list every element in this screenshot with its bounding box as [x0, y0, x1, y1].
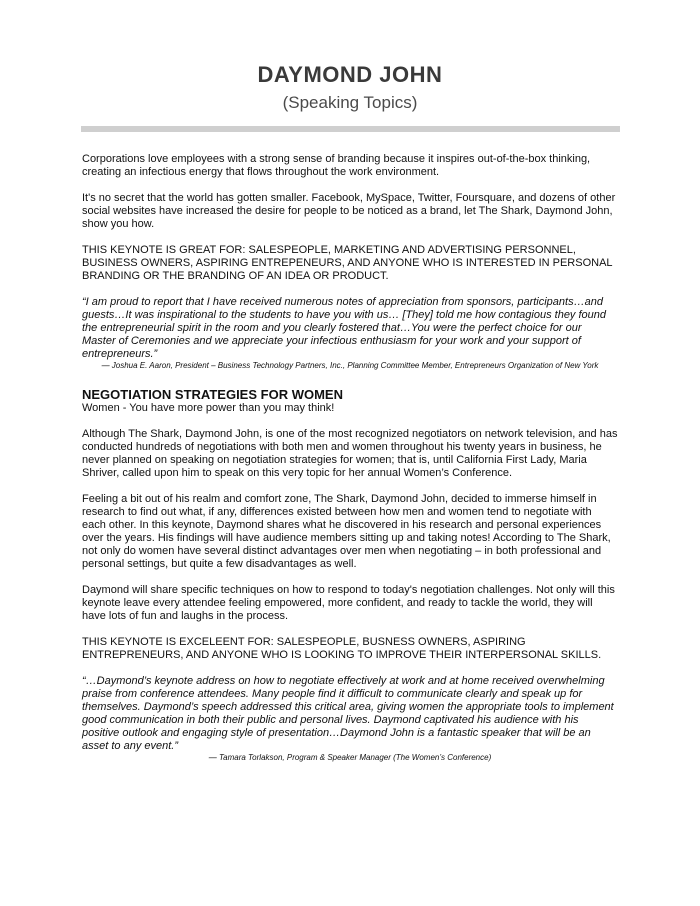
section-subheading: Women - You have more power than you may think!: [82, 402, 335, 414]
intro-audience-paragraph: THIS KEYNOTE IS GREAT FOR: SALESPEOPLE, MARKETING AND ADVERTISING PERSONNEL, BUSINESS OWNERS, ASPIRING ENTREPENEURS, AND ANYONE WHO IS INTERESTED IN PERSONAL BRANDING OR THE BRANDING OF AN IDEA OR PRODUCT.: [82, 244, 613, 282]
testimonial-attribution: — Tamara Torlakson, Program & Speaker Manager (The Women’s Conference): [208, 753, 492, 762]
document-body: [82, 153, 618, 779]
header-divider: [81, 126, 620, 132]
section-paragraph: Daymond will share specific techniques on how to respond to today's negotiation challenges. Not only will this keynote leave every attendee feeling empowered, more confident, and ready to tackle the world, they will have lots of fun and laughs in the process.: [82, 584, 615, 622]
intro-paragraph: Corporations love employees with a strong sense of branding because it inspires out-of-the-box thinking, creating an infectious energy that flows throughout the work environment.: [82, 153, 591, 178]
page-title: DAYMOND JOHN: [257, 62, 443, 87]
section-paragraph: Although The Shark, Daymond John, is one of the most recognized negotiators on network television, and has conducted hundreds of negotiations with both men and women throughout his twenty years in business, he never planned on speaking on negotiation strategies for women; that is, until California First Lady, Maria Shriver, called upon him to speak on this very topic for her annual Women’s Conference.: [82, 428, 618, 479]
testimonial-quote: “…Daymond’s keynote address on how to negotiate effectively at work and at home received overwhelming praise from conference attendees. Many people find it difficult to communicate clearly and speak up for themselves. Daymond’s speech addressed this critical area, giving women the appropriate tools to implement good communication in both their public and personal lives. Daymond captivated his audience with his positive outlook and engaging style of presentation…Daymond John is a fantastic speaker that will be an asset to any event.”: [82, 675, 614, 752]
intro-paragraph: It's no secret that the world has gotten smaller. Facebook, MySpace, Twitter, Foursquare, and dozens of other social websites have increased the desire for people to be noticed as a brand, let The Shark, Daymond John, show you how.: [82, 192, 616, 230]
section-paragraph: Feeling a bit out of his realm and comfort zone, The Shark, Daymond John, decided to immerse himself in research to find out what, if any, differences existed between how men and women tend to negotiate with each other. In this keynote, Daymond shares what he discovered in his research and personal experiences over the years. His findings will have audience members sitting up and taking notes! According to The Shark, not only do women have several distinct advantages over men when negotiating – in both professional and personal settings, but quite a few disadvantages as well.: [82, 493, 611, 570]
testimonial-quote: “I am proud to report that I have received numerous notes of appreciation from sponsors, participants…and guests…It was inspirational to the students to have you with us… [They] told me how contagious they found the entrepreneurial spirit in the room and you clearly fostered that…You were the perfect choice for our Master of Ceremonies and we appreciate your infectious enthusiasm for your work and your support of entrepreneurs.”: [82, 296, 607, 360]
testimonial-attribution: — Joshua E. Aaron, President – Business Technology Partners, Inc., Planning Committee Member, Entrepreneurs Organization of New York: [101, 361, 599, 370]
section-audience-paragraph: THIS KEYNOTE IS EXCELEENT FOR: SALESPEOPLE, BUSNESS OWNERS, ASPIRING ENTREPRENEURS, AND ANYONE WHO IS LOOKING TO IMPROVE THEIR INTERPERSONAL SKILLS.: [82, 636, 602, 661]
page-subtitle: (Speaking Topics): [282, 93, 418, 112]
section-heading: NEGOTIATION STRATEGIES FOR WOMEN: [82, 387, 343, 402]
